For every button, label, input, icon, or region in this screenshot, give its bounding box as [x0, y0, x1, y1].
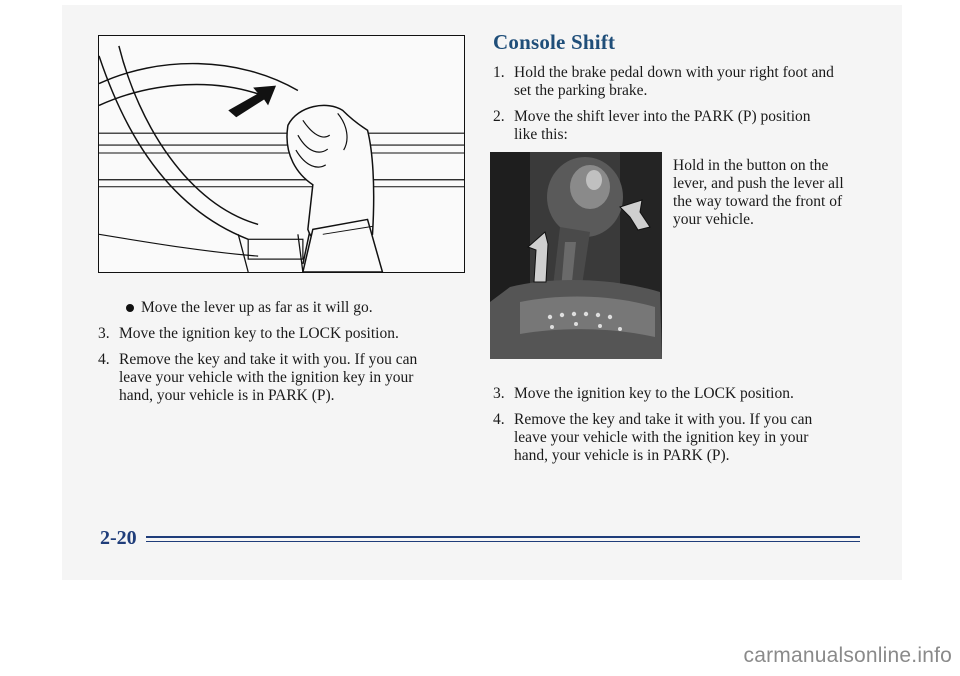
- right-step-4-line-2: leave your vehicle with the ignition key in your: [514, 429, 809, 446]
- photo-caption-line-3: the way toward the front of: [673, 193, 843, 210]
- section-heading: Console Shift: [493, 30, 616, 54]
- left-step-4-line-2: leave your vehicle with the ignition key in your: [119, 369, 414, 386]
- page-number: 2-20: [100, 527, 137, 549]
- left-step-4-number: 4.: [98, 351, 110, 368]
- right-step-2-number: 2.: [493, 108, 505, 125]
- right-step-3-line-1: Move the ignition key to the LOCK position.: [514, 385, 794, 402]
- left-step-4-line-1: Remove the key and take it with you. If you can: [119, 351, 418, 368]
- right-step-4-line-3: hand, your vehicle is in PARK (P).: [514, 447, 730, 464]
- right-step-3-number: 3.: [493, 385, 505, 402]
- right-step-4-number: 4.: [493, 411, 505, 428]
- right-step-2-line-2: like this:: [514, 126, 568, 143]
- photo-caption-line-1: Hold in the button on the: [673, 157, 829, 174]
- column-shift-illustration: [98, 35, 465, 273]
- right-step-1-number: 1.: [493, 64, 505, 81]
- photo-caption-line-2: lever, and push the lever all: [673, 175, 844, 192]
- right-step-1-line-2: set the parking brake.: [514, 82, 648, 99]
- footer-rule-thin: [146, 541, 860, 542]
- bullet-text: Move the lever up as far as it will go.: [141, 299, 373, 316]
- right-step-4-line-1: Remove the key and take it with you. If you can: [514, 411, 813, 428]
- photo-caption-line-4: your vehicle.: [673, 211, 754, 228]
- left-step-3-number: 3.: [98, 325, 110, 342]
- watermark: carmanualsonline.info: [743, 644, 952, 667]
- footer-rule: [146, 536, 860, 538]
- left-step-3-line-1: Move the ignition key to the LOCK position.: [119, 325, 399, 342]
- bullet-dot: [126, 304, 134, 312]
- left-step-4-line-3: hand, your vehicle is in PARK (P).: [119, 387, 335, 404]
- right-step-2-line-1: Move the shift lever into the PARK (P) position: [514, 108, 811, 125]
- console-shift-photo: [490, 152, 662, 359]
- right-step-1-line-1: Hold the brake pedal down with your right foot and: [514, 64, 834, 81]
